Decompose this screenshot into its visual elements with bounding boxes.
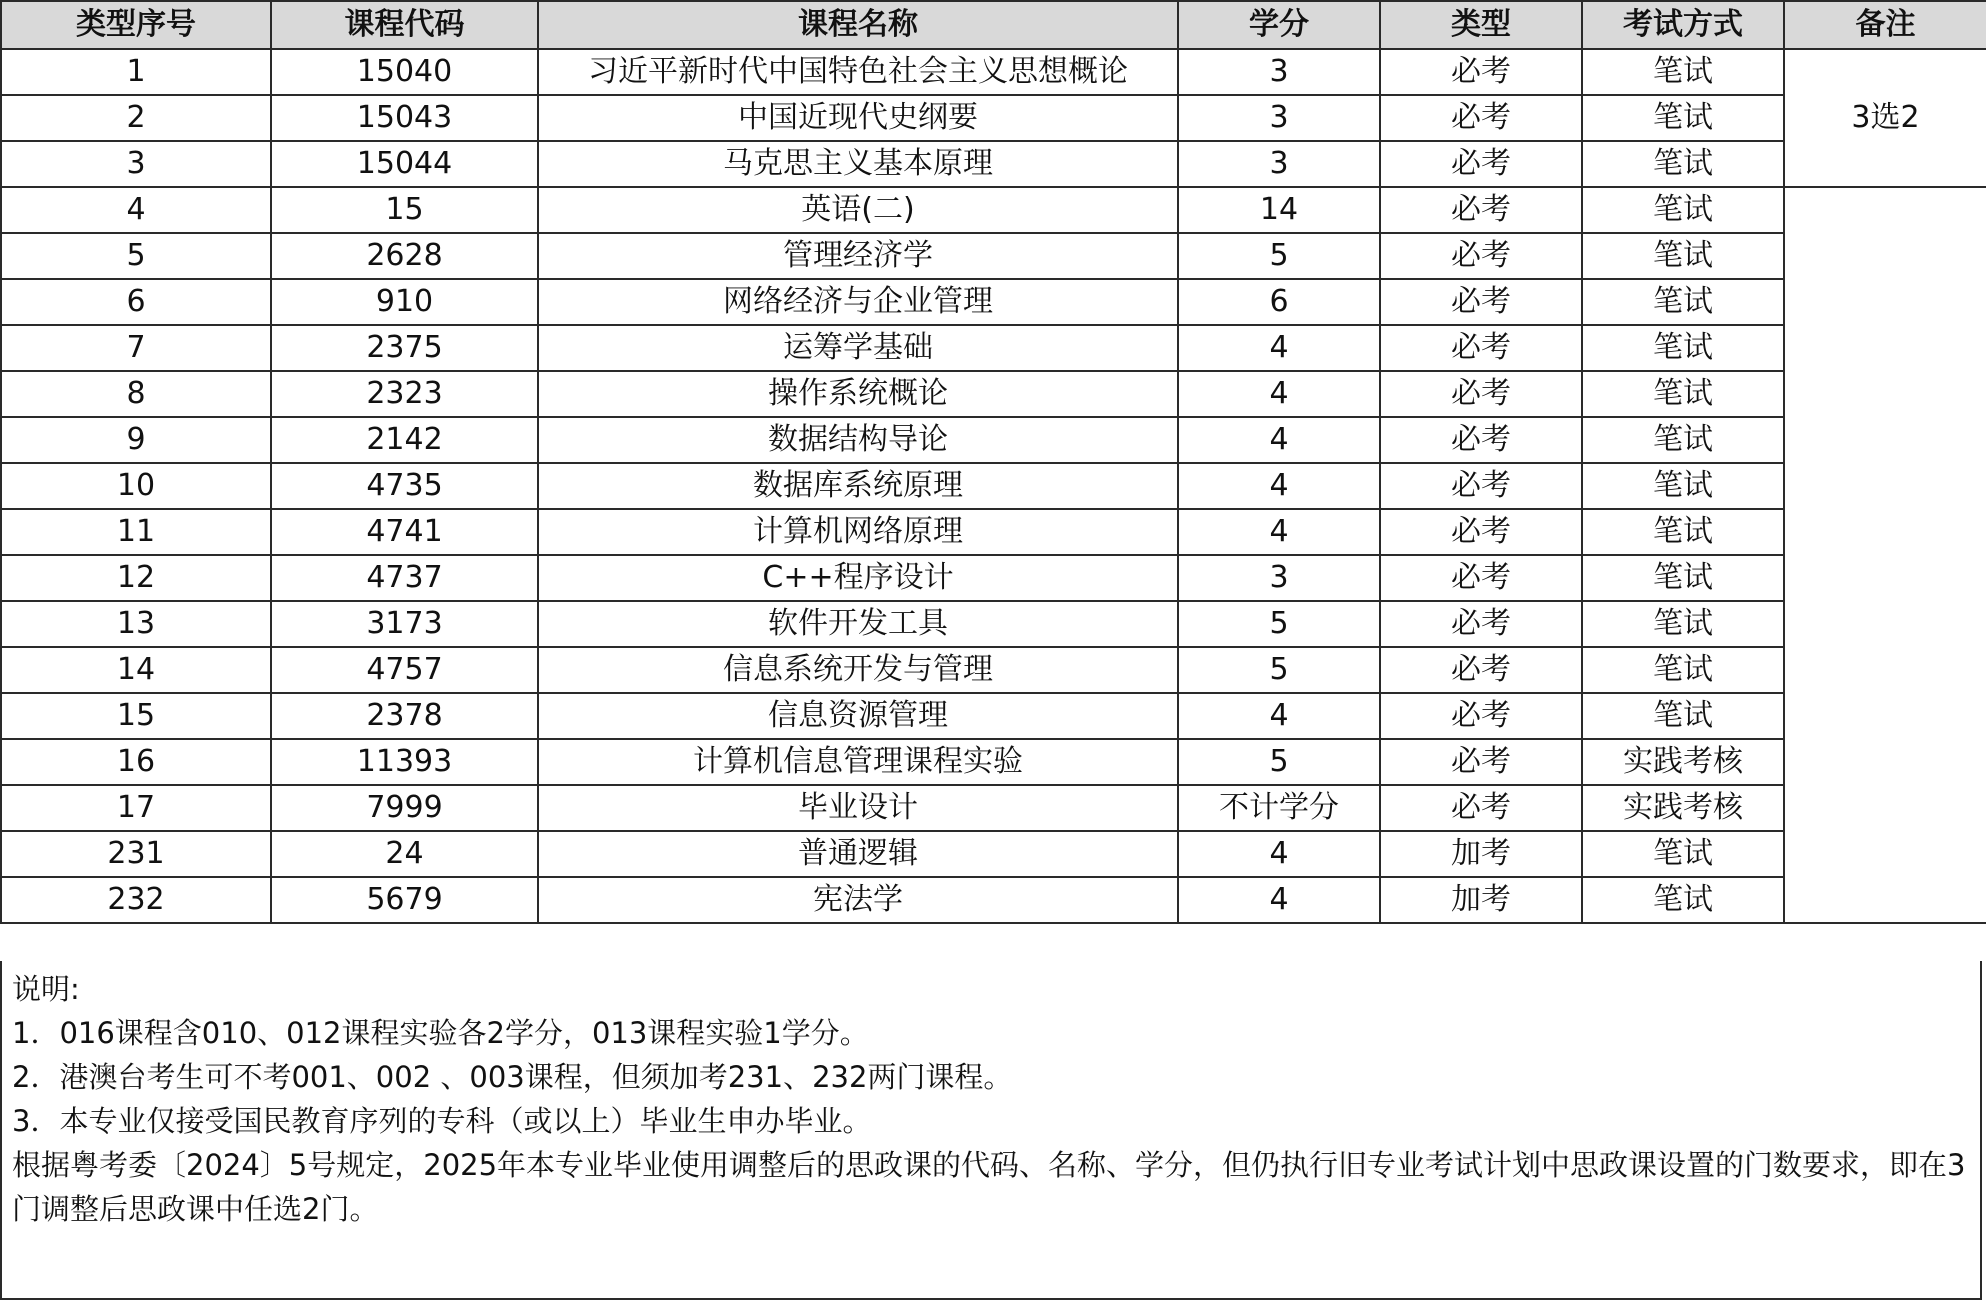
table-row (1, 325, 1986, 371)
notes-title: 说明: (12, 972, 80, 1006)
cell-type: 必考 (1380, 739, 1582, 785)
table-row (1, 831, 1986, 877)
cell-exam-method: 笔试 (1582, 555, 1784, 601)
header-course-code: 课程代码 (271, 1, 538, 49)
cell-exam-method: 笔试 (1582, 141, 1784, 187)
cell-course-name: 马克思主义基本原理 (538, 141, 1178, 187)
cell-credit: 4 (1178, 877, 1380, 923)
cell-course-name: 数据库系统原理 (538, 463, 1178, 509)
cell-course-name: 英语(二) (538, 187, 1178, 233)
table-row (1, 371, 1986, 417)
cell-course-code: 15044 (271, 141, 538, 187)
cell-credit: 3 (1178, 555, 1380, 601)
table-row (1, 49, 1986, 95)
table-row (1, 95, 1986, 141)
table-row (1, 693, 1986, 739)
cell-type-number: 8 (1, 371, 271, 417)
cell-type: 加考 (1380, 831, 1582, 877)
cell-type-number: 17 (1, 785, 271, 831)
cell-credit: 3 (1178, 49, 1380, 95)
cell-type: 必考 (1380, 187, 1582, 233)
header-type-number: 类型序号 (1, 1, 271, 49)
cell-type: 加考 (1380, 877, 1582, 923)
table-row (1, 463, 1986, 509)
cell-type: 必考 (1380, 785, 1582, 831)
table-row (1, 555, 1986, 601)
cell-course-code: 11393 (271, 739, 538, 785)
cell-course-name: 信息系统开发与管理 (538, 647, 1178, 693)
cell-type: 必考 (1380, 371, 1582, 417)
cell-exam-method: 笔试 (1582, 831, 1784, 877)
table-row (1, 739, 1986, 785)
header-course-name: 课程名称 (538, 1, 1178, 49)
cell-course-name: 普通逻辑 (538, 831, 1178, 877)
cell-exam-method: 笔试 (1582, 647, 1784, 693)
cell-type-number: 16 (1, 739, 271, 785)
cell-type: 必考 (1380, 509, 1582, 555)
cell-type-number: 7 (1, 325, 271, 371)
cell-credit: 4 (1178, 417, 1380, 463)
cell-credit: 不计学分 (1178, 785, 1380, 831)
cell-credit: 3 (1178, 95, 1380, 141)
cell-type-number: 9 (1, 417, 271, 463)
notes-section (0, 961, 1982, 1300)
cell-course-name: 信息资源管理 (538, 693, 1178, 739)
cell-type: 必考 (1380, 49, 1582, 95)
cell-course-code: 7999 (271, 785, 538, 831)
cell-course-code: 4741 (271, 509, 538, 555)
cell-course-code: 24 (271, 831, 538, 877)
cell-credit: 14 (1178, 187, 1380, 233)
cell-type-number: 11 (1, 509, 271, 555)
cell-course-code: 910 (271, 279, 538, 325)
cell-remark-group: 3选2 (1784, 49, 1986, 187)
cell-type-number: 15 (1, 693, 271, 739)
table-row (1, 785, 1986, 831)
cell-type-number: 2 (1, 95, 271, 141)
note-item: 3．本专业仅接受国民教育序列的专科（或以上）毕业生申办毕业。 (12, 1104, 872, 1138)
table-row (1, 141, 1986, 187)
cell-course-code: 5679 (271, 877, 538, 923)
table-body (1, 49, 1986, 923)
cell-exam-method: 笔试 (1582, 601, 1784, 647)
cell-type-number: 231 (1, 831, 271, 877)
cell-exam-method: 笔试 (1582, 325, 1784, 371)
cell-type-number: 13 (1, 601, 271, 647)
table-row (1, 601, 1986, 647)
cell-type-number: 4 (1, 187, 271, 233)
cell-course-name: 中国近现代史纲要 (538, 95, 1178, 141)
cell-type: 必考 (1380, 647, 1582, 693)
cell-course-name: 软件开发工具 (538, 601, 1178, 647)
cell-type: 必考 (1380, 693, 1582, 739)
cell-exam-method: 笔试 (1582, 693, 1784, 739)
table-row (1, 417, 1986, 463)
cell-credit: 4 (1178, 693, 1380, 739)
cell-course-name: 管理经济学 (538, 233, 1178, 279)
cell-exam-method: 笔试 (1582, 49, 1784, 95)
table-row (1, 279, 1986, 325)
cell-type-number: 5 (1, 233, 271, 279)
cell-course-name: 宪法学 (538, 877, 1178, 923)
cell-type-number: 1 (1, 49, 271, 95)
header-exam-method: 考试方式 (1582, 1, 1784, 49)
note-item: 2．港澳台考生可不考001、002 、003课程，但须加考231、232两门课程。 (12, 1060, 1013, 1094)
cell-exam-method: 笔试 (1582, 417, 1784, 463)
cell-exam-method: 笔试 (1582, 371, 1784, 417)
cell-exam-method: 笔试 (1582, 187, 1784, 233)
table-row (1, 877, 1986, 923)
cell-course-code: 15043 (271, 95, 538, 141)
cell-course-name: C++程序设计 (538, 555, 1178, 601)
cell-course-name: 数据结构导论 (538, 417, 1178, 463)
cell-type: 必考 (1380, 325, 1582, 371)
cell-exam-method: 笔试 (1582, 877, 1784, 923)
cell-exam-method: 实践考核 (1582, 785, 1784, 831)
cell-credit: 4 (1178, 463, 1380, 509)
cell-credit: 5 (1178, 647, 1380, 693)
table-row (1, 187, 1986, 233)
cell-credit: 5 (1178, 739, 1380, 785)
cell-exam-method: 笔试 (1582, 463, 1784, 509)
cell-course-code: 2375 (271, 325, 538, 371)
cell-course-name: 毕业设计 (538, 785, 1178, 831)
header-credit: 学分 (1178, 1, 1380, 49)
cell-course-code: 4757 (271, 647, 538, 693)
header-remark: 备注 (1784, 1, 1986, 49)
cell-type: 必考 (1380, 601, 1582, 647)
cell-type-number: 6 (1, 279, 271, 325)
cell-type-number: 3 (1, 141, 271, 187)
cell-type: 必考 (1380, 95, 1582, 141)
cell-type: 必考 (1380, 141, 1582, 187)
cell-type: 必考 (1380, 463, 1582, 509)
cell-credit: 4 (1178, 831, 1380, 877)
cell-exam-method: 笔试 (1582, 95, 1784, 141)
cell-course-name: 计算机信息管理课程实验 (538, 739, 1178, 785)
cell-credit: 5 (1178, 233, 1380, 279)
header-type: 类型 (1380, 1, 1582, 49)
cell-course-name: 计算机网络原理 (538, 509, 1178, 555)
cell-type: 必考 (1380, 417, 1582, 463)
table-row (1, 647, 1986, 693)
cell-credit: 4 (1178, 325, 1380, 371)
cell-type: 必考 (1380, 279, 1582, 325)
cell-exam-method: 笔试 (1582, 233, 1784, 279)
cell-type: 必考 (1380, 233, 1582, 279)
note-item: 根据粤考委〔2024〕5号规定，2025年本专业毕业使用调整后的思政课的代码、名称、学分，但仍执行旧专业考试计划中思政课设置的门数要求，即在3门调整后思政课中任选2门。 (12, 1148, 1966, 1226)
table-row (1, 509, 1986, 555)
cell-credit: 4 (1178, 371, 1380, 417)
table-row (1, 233, 1986, 279)
cell-course-code: 4735 (271, 463, 538, 509)
cell-type-number: 12 (1, 555, 271, 601)
cell-type: 必考 (1380, 555, 1582, 601)
header-row (1, 1, 1986, 49)
cell-credit: 5 (1178, 601, 1380, 647)
cell-course-name: 运筹学基础 (538, 325, 1178, 371)
cell-course-code: 4737 (271, 555, 538, 601)
cell-course-code: 2628 (271, 233, 538, 279)
cell-type-number: 14 (1, 647, 271, 693)
cell-exam-method: 笔试 (1582, 279, 1784, 325)
cell-exam-method: 笔试 (1582, 509, 1784, 555)
note-item: 1．016课程含010、012课程实验各2学分，013课程实验1学分。 (12, 1016, 869, 1050)
cell-course-code: 2378 (271, 693, 538, 739)
cell-course-code: 2142 (271, 417, 538, 463)
cell-course-name: 操作系统概论 (538, 371, 1178, 417)
cell-credit: 3 (1178, 141, 1380, 187)
cell-type-number: 10 (1, 463, 271, 509)
cell-credit: 6 (1178, 279, 1380, 325)
cell-course-name: 习近平新时代中国特色社会主义思想概论 (538, 49, 1178, 95)
cell-exam-method: 实践考核 (1582, 739, 1784, 785)
cell-course-code: 15 (271, 187, 538, 233)
cell-course-name: 网络经济与企业管理 (538, 279, 1178, 325)
cell-course-code: 2323 (271, 371, 538, 417)
cell-credit: 4 (1178, 509, 1380, 555)
cell-remark-empty (1784, 187, 1986, 923)
cell-type-number: 232 (1, 877, 271, 923)
cell-course-code: 3173 (271, 601, 538, 647)
cell-course-code: 15040 (271, 49, 538, 95)
